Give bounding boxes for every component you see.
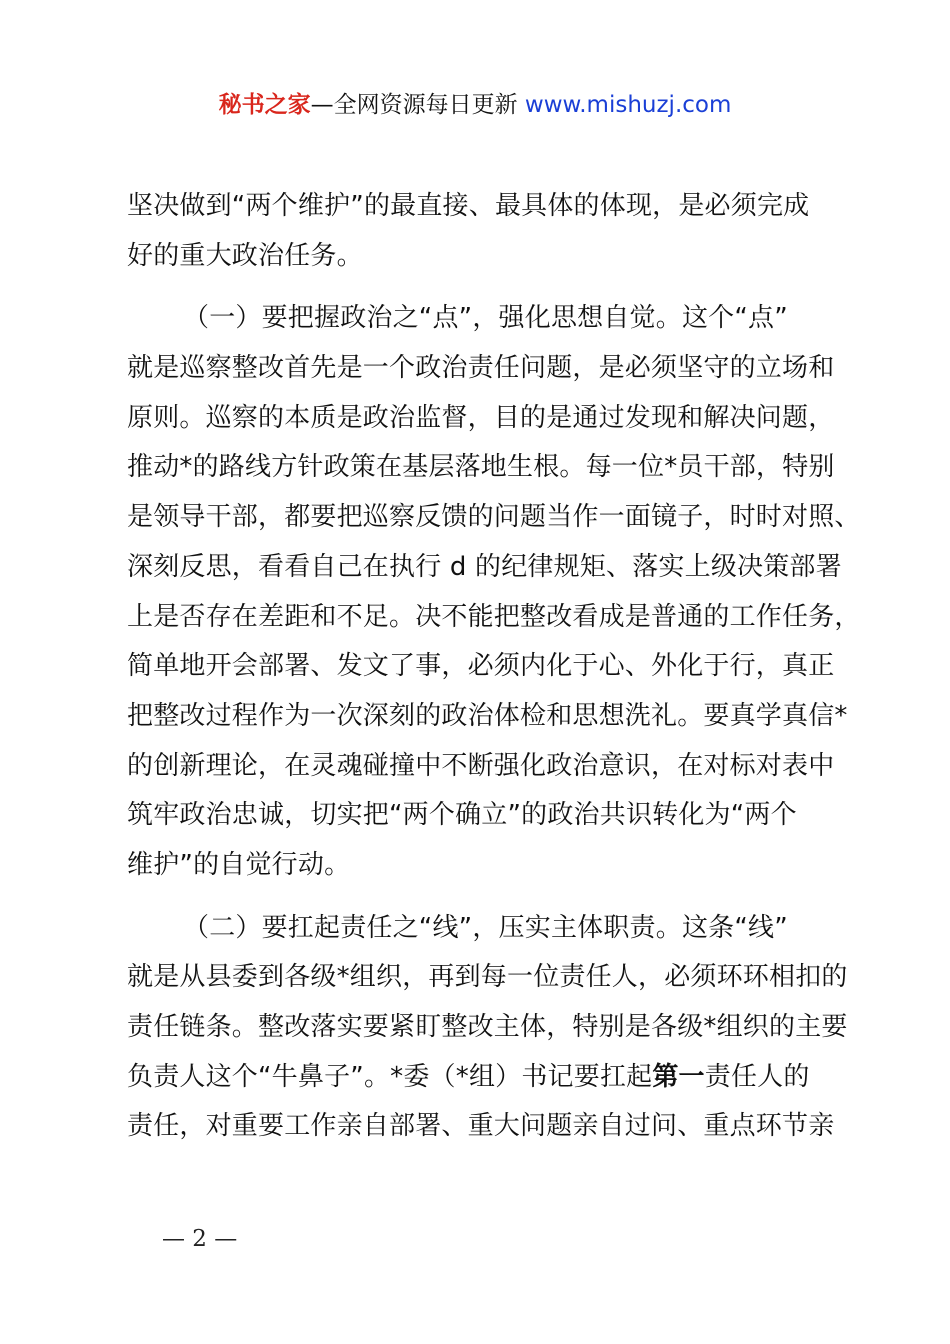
text-line: 的创新理论，在灵魂碰撞中不断强化政治意识，在对标对表中	[127, 750, 835, 781]
text-line: 深刻反思，看看自己在执行 d 的纪律规矩、落实上级决策部署	[127, 551, 842, 582]
text-line: 好的重大政治任务。	[127, 240, 363, 271]
text-line: 就是从县委到各级*组织，再到每一位责任人，必须环环相扣的	[127, 962, 848, 993]
brand-name: 秘书之家	[218, 92, 311, 118]
text-line: 维护”的自觉行动。	[127, 849, 351, 880]
header-tagline: —全网资源每日更新	[310, 92, 525, 118]
page-number: — 2 —	[162, 1226, 238, 1252]
paragraph	[127, 904, 848, 1152]
paragraph	[127, 182, 837, 281]
text-line: 责任链条。整改落实要紧盯整改主体，特别是各级*组织的主要	[127, 1012, 848, 1042]
text-run: 负责人这个“牛鼻子”。*委（*组）书记要扛起	[127, 1061, 653, 1092]
text-line: 上是否存在差距和不足。决不能把整改看成是普通的工作任务，	[127, 601, 861, 632]
text-line: 把整改过程作为一次深刻的政治体检和思想洗礼。要真学真信*	[127, 700, 848, 731]
paragraph	[127, 294, 861, 890]
text-line: 原则。巡察的本质是政治监督，目的是通过发现和解决问题，	[127, 402, 835, 433]
text-run: 责任人的	[704, 1061, 810, 1092]
text-line: 是领导干部，都要把巡察反馈的问题当作一面镜子，时时对照、	[127, 502, 861, 533]
document-body	[127, 182, 861, 1152]
bold-text-run: 第一	[652, 1061, 705, 1092]
text-line: （一）要把握政治之“点”，强化思想自觉。这个“点”	[183, 303, 788, 334]
text-line: （二）要扛起责任之“线”，压实主体职责。这条“线”	[183, 912, 788, 943]
text-line	[127, 1053, 837, 1103]
text-line: 坚决做到“两个维护”的最直接、最具体的体现，是必须完成	[127, 191, 810, 221]
text-line: 筑牢政治忠诚，切实把“两个确立”的政治共识转化为“两个	[127, 800, 797, 831]
text-line: 责任，对重要工作亲自部署、重大问题亲自过问、重点环节亲	[127, 1111, 835, 1142]
site-header	[0, 88, 950, 122]
site-url-link[interactable]: www.mishuzj.com	[524, 92, 732, 118]
text-line: 就是巡察整改首先是一个政治责任问题，是必须坚守的立场和	[127, 353, 835, 384]
text-line: 简单地开会部署、发文了事，必须内化于心、外化于行，真正	[127, 651, 835, 682]
text-line: 推动*的路线方针政策在基层落地生根。每一位*员干部，特别	[127, 452, 835, 483]
